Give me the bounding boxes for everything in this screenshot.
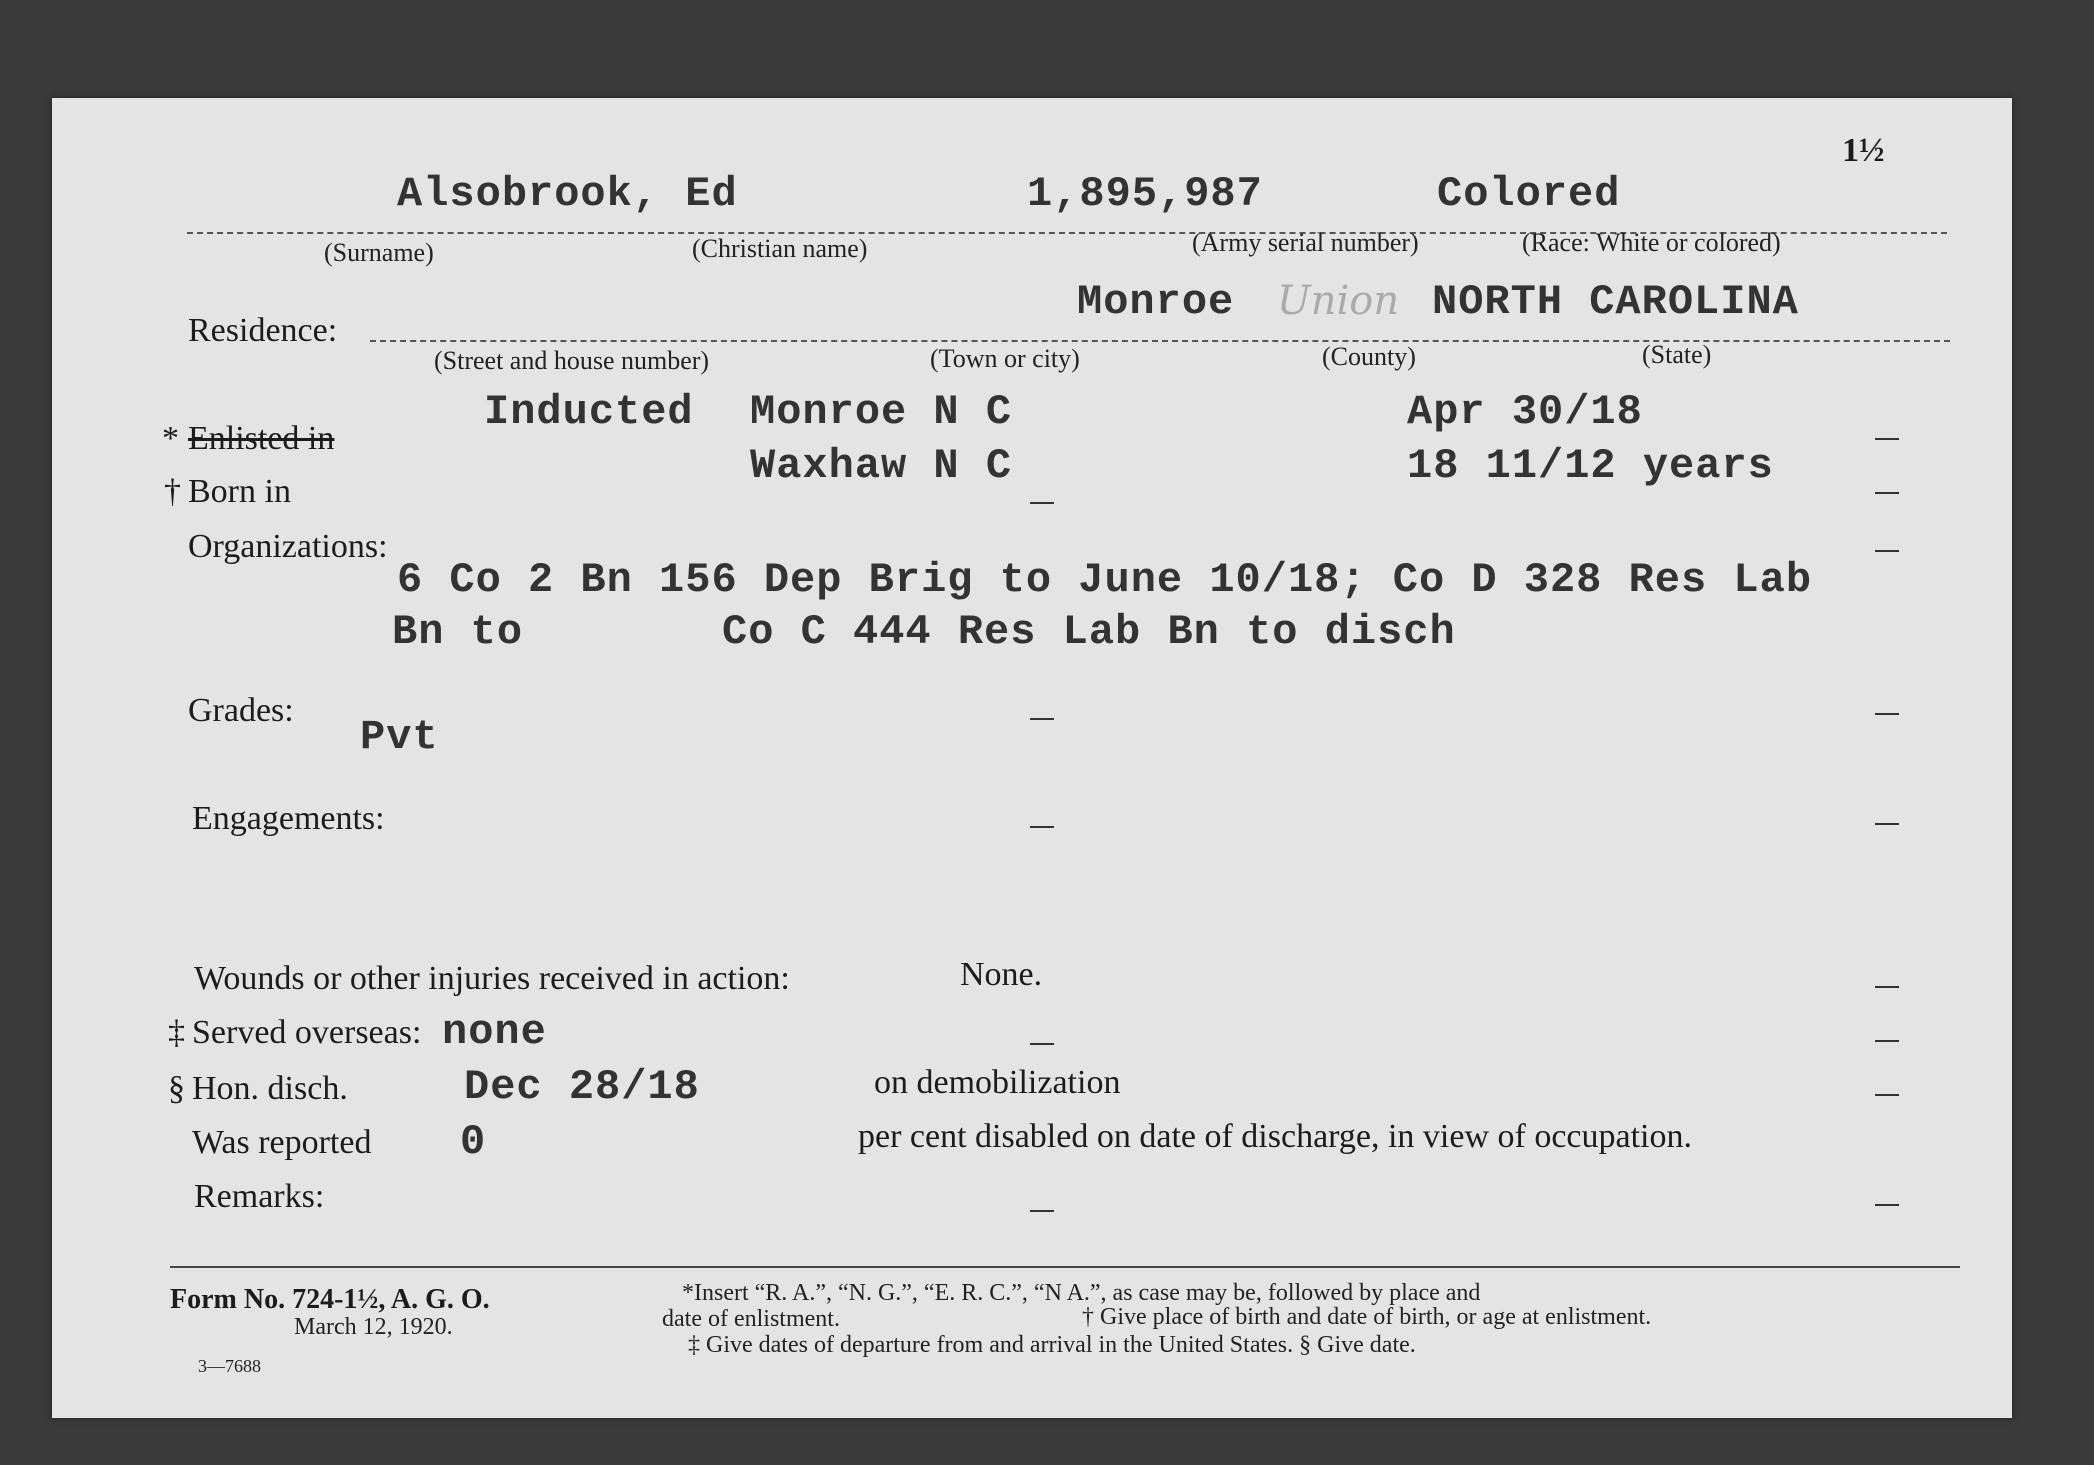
wounds-label: Wounds or other injuries received in action: [194, 960, 790, 997]
overseas-value: none [442, 1008, 547, 1056]
discharge-date: Dec 28/18 [464, 1063, 700, 1111]
born-marker: † [164, 473, 181, 510]
dash [1875, 1040, 1899, 1042]
residence-label: Residence: [188, 312, 338, 349]
form-number: Form No. 724-1½, A. G. O. [170, 1284, 490, 1315]
reported-value: 0 [460, 1118, 487, 1166]
organizations-line2a: Bn to [392, 608, 524, 656]
residence-line [370, 340, 1950, 342]
dash [1875, 1094, 1899, 1096]
footer-rule [170, 1266, 1960, 1268]
footnote-1: *Insert “R. A.”, “N. G.”, “E. R. C.”, “N A.”, as case may be, followed by place and [682, 1280, 1481, 1306]
born-age: 18 11/12 years [1407, 442, 1774, 490]
caption-christian-name: (Christian name) [692, 234, 868, 263]
enlisted-date: Apr 30/18 [1407, 388, 1643, 436]
discharge-label: Hon. disch. [192, 1070, 348, 1107]
caption-street: (Street and house number) [434, 346, 710, 375]
print-code: 3—7688 [198, 1356, 261, 1376]
reported-label: Was reported [192, 1124, 372, 1161]
surname-field: Alsobrook, Ed [397, 170, 738, 218]
card-number: 1½ [1842, 132, 1885, 169]
footnote-2b: † Give place of birth and date of birth, or age at enlistment. [1082, 1304, 1652, 1330]
caption-town: (Town or city) [930, 344, 1080, 373]
dash [1875, 986, 1899, 988]
caption-serial: (Army serial number) [1192, 228, 1419, 257]
residence-town: Monroe [1077, 278, 1235, 326]
born-label: Born in [188, 473, 291, 510]
dash [1875, 713, 1899, 715]
caption-surname: (Surname) [324, 238, 434, 267]
remarks-label: Remarks: [194, 1178, 325, 1215]
dash [1030, 1210, 1054, 1212]
footnote-2a: date of enlistment. [662, 1306, 840, 1332]
caption-race: (Race: White or colored) [1522, 228, 1781, 257]
enlisted-label: Enlisted in [188, 420, 335, 457]
caption-county: (County) [1322, 342, 1416, 371]
born-place: Waxhaw N C [750, 442, 1013, 490]
wounds-value: None. [960, 956, 1043, 993]
dash [1030, 718, 1054, 720]
dash [1030, 1043, 1054, 1045]
service-record-card [52, 98, 2012, 1418]
race-field: Colored [1437, 170, 1621, 218]
grades-label: Grades: [188, 692, 294, 729]
dash [1875, 1204, 1899, 1206]
overseas-label: Served overseas: [192, 1014, 422, 1051]
enlisted-type: Inducted [484, 388, 694, 436]
dash [1875, 823, 1899, 825]
form-date: March 12, 1920. [294, 1314, 453, 1340]
dash [1875, 550, 1899, 552]
dash [1030, 502, 1054, 504]
footnote-3: ‡ Give dates of departure from and arrival in the United States. § Give date. [688, 1332, 1416, 1358]
serial-number-field: 1,895,987 [1027, 170, 1263, 218]
dash [1030, 826, 1054, 828]
residence-county-handwritten: Union [1277, 278, 1400, 324]
dash [1875, 492, 1899, 494]
discharge-reason: on demobilization [874, 1064, 1121, 1101]
enlisted-place: Monroe N C [750, 388, 1013, 436]
overseas-marker: ‡ [168, 1014, 185, 1051]
organizations-line2b: Co C 444 Res Lab Bn to disch [722, 608, 1456, 656]
enlisted-marker: * [162, 420, 179, 457]
caption-state: (State) [1642, 340, 1712, 369]
residence-state: NORTH CAROLINA [1432, 278, 1799, 326]
organizations-label: Organizations: [188, 528, 388, 565]
engagements-label: Engagements: [192, 800, 385, 837]
grades-value: Pvt [360, 713, 439, 761]
reported-text: per cent disabled on date of discharge, in view of occupation. [858, 1118, 1692, 1155]
discharge-marker: § [168, 1070, 185, 1107]
organizations-line1: 6 Co 2 Bn 156 Dep Brig to June 10/18; Co D 328 Res Lab [397, 556, 1813, 604]
dash [1875, 438, 1899, 440]
